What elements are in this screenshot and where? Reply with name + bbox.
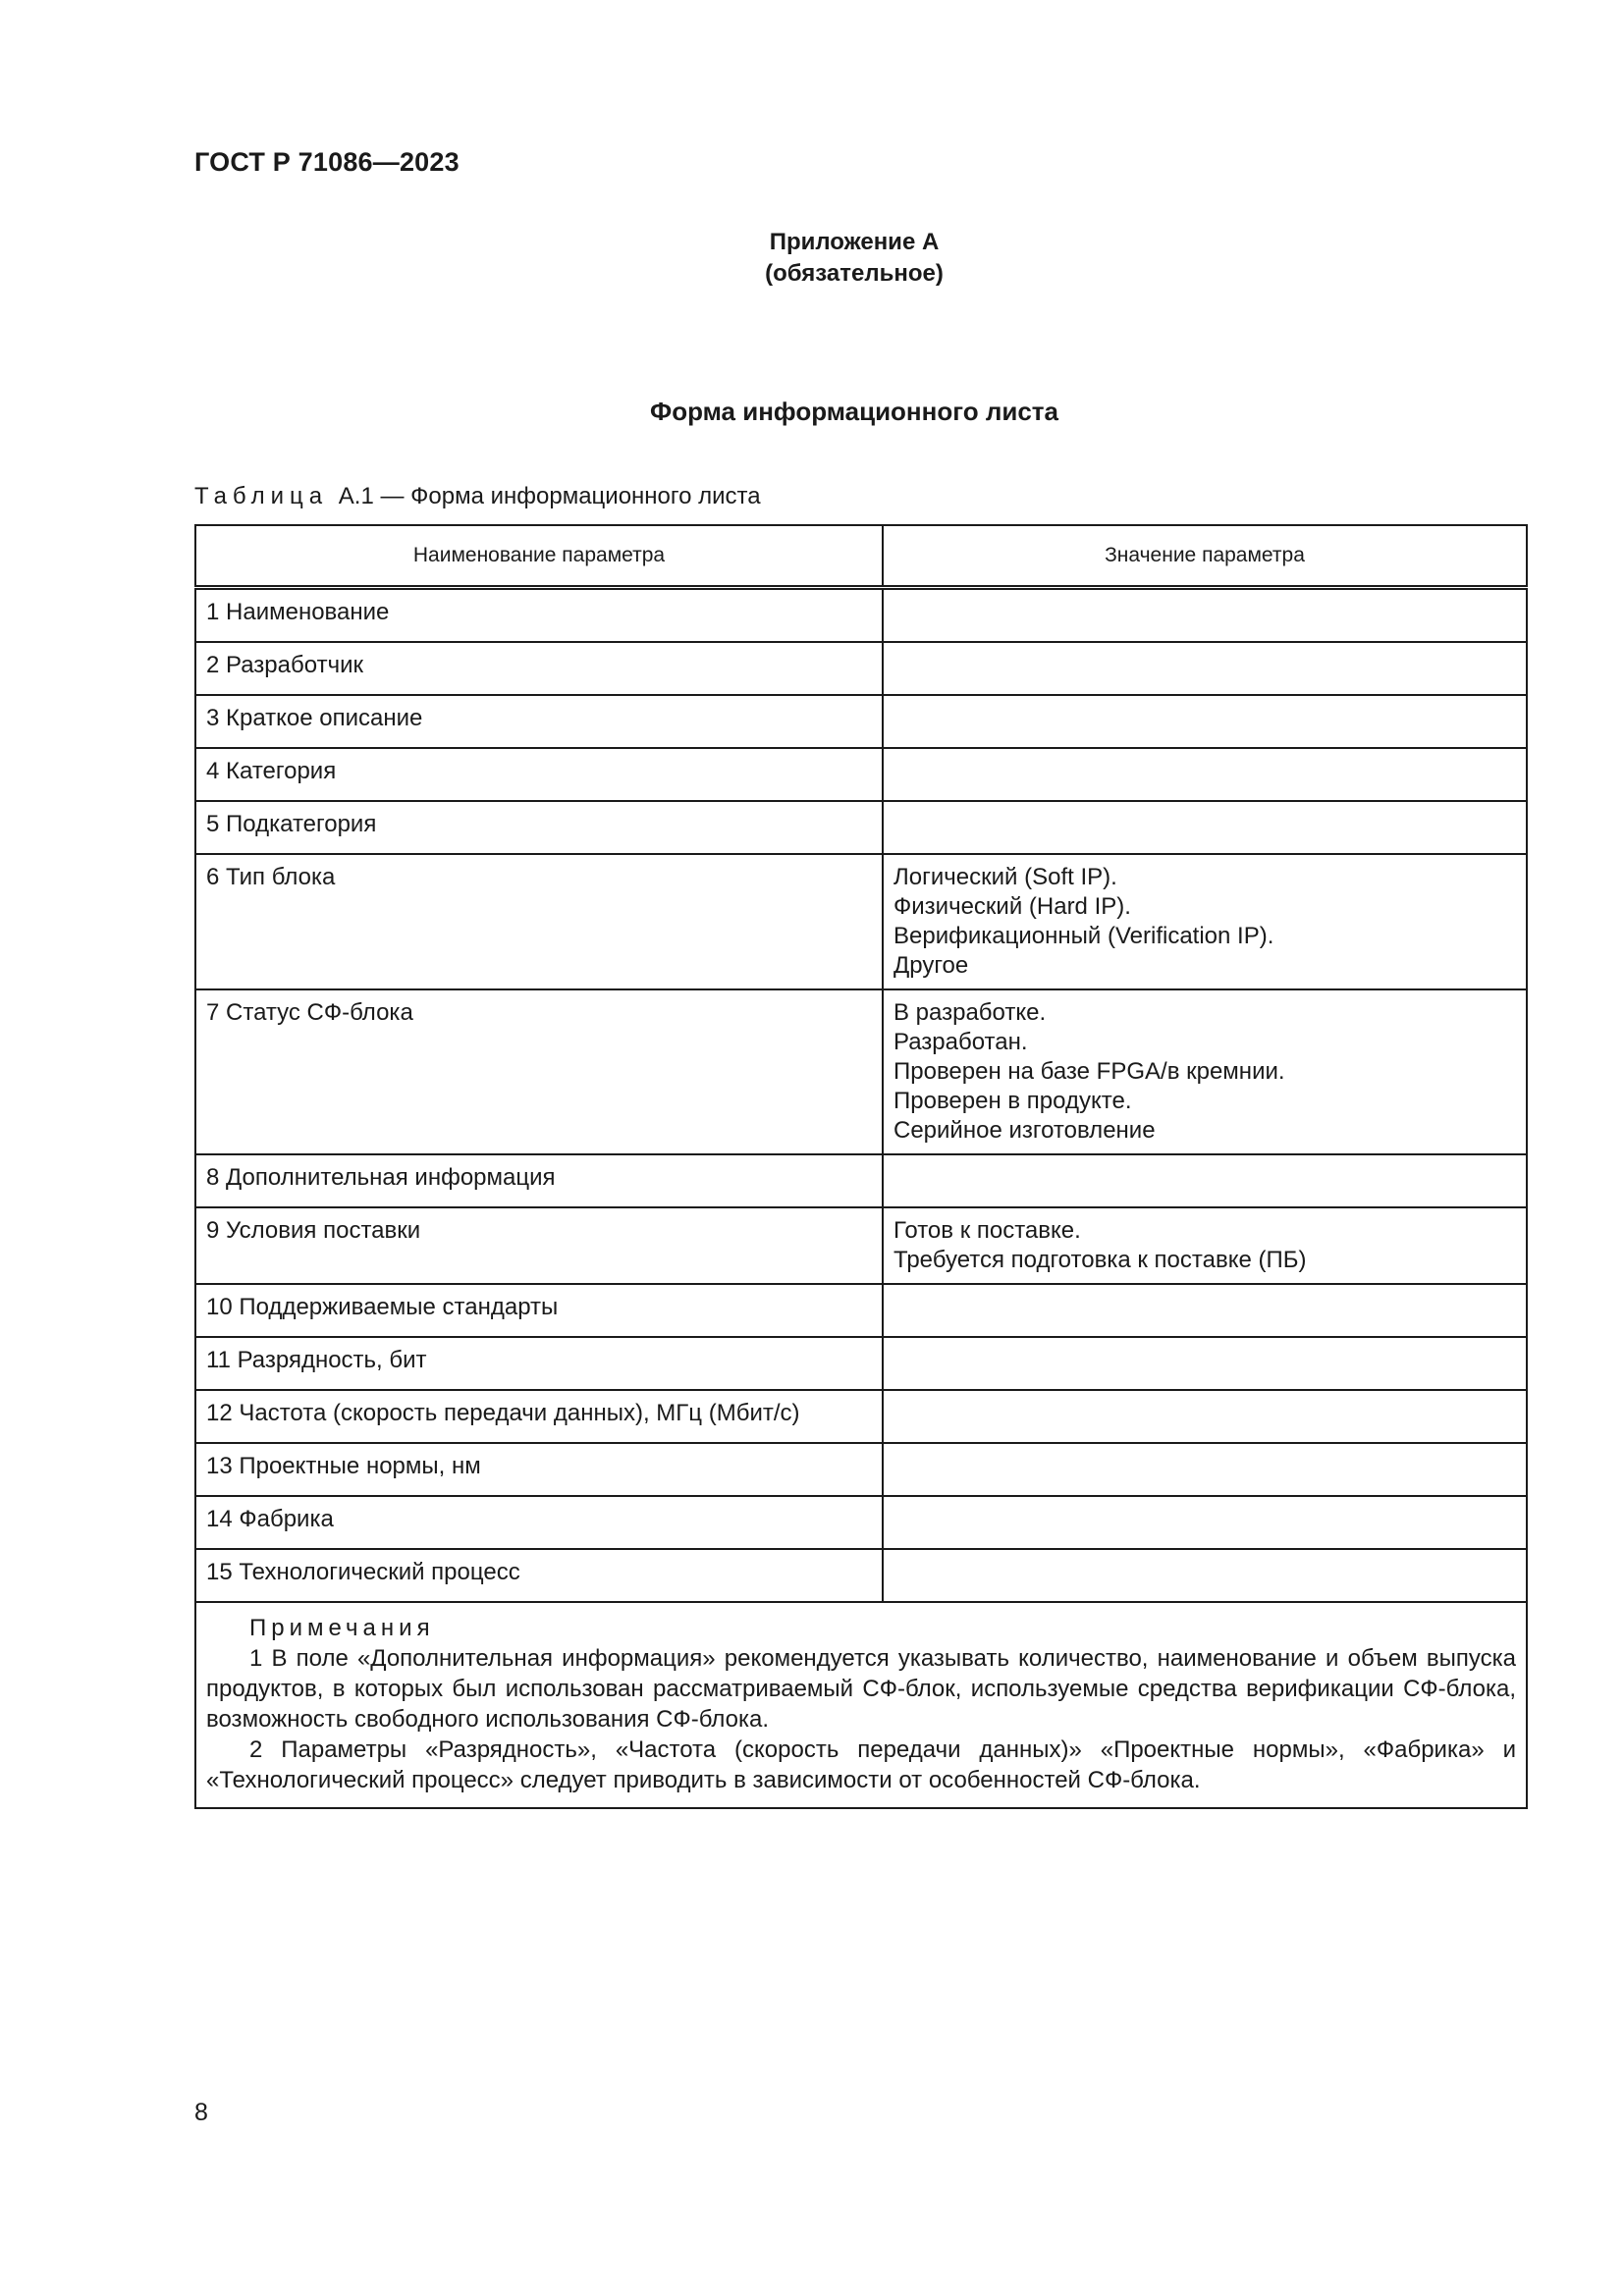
parameter-name: 10 Поддерживаемые стандарты bbox=[206, 1294, 559, 1320]
appendix-title: Приложение А bbox=[769, 229, 940, 255]
table-row bbox=[195, 801, 1527, 854]
parameter-cell bbox=[195, 801, 883, 854]
parameter-value-option: Верификационный (Verification IP). bbox=[893, 923, 1274, 949]
table-row bbox=[195, 854, 1527, 989]
table-body bbox=[195, 588, 1527, 1603]
notes-cell bbox=[195, 1602, 1527, 1808]
parameter-name: 6 Тип блока bbox=[206, 864, 336, 890]
table-row bbox=[195, 1337, 1527, 1390]
standard-code-header: ГОСТ Р 71086—2023 bbox=[194, 147, 460, 177]
table-row bbox=[195, 588, 1527, 643]
table-row bbox=[195, 1207, 1527, 1284]
info-sheet-table bbox=[194, 524, 1528, 1809]
parameter-value-option: Логический (Soft IP). bbox=[893, 864, 1117, 890]
parameter-value-option: Требуется подготовка к поставке (ПБ) bbox=[893, 1247, 1307, 1273]
parameter-cell bbox=[195, 1443, 883, 1496]
note-item: 1 В поле «Дополнительная информация» рекомендуется указывать количество, наименование и объем выпуска продуктов, в которых был использован рассматриваемый СФ-блок, используемые средства верификации СФ-блока, возможность свободного использования СФ-блока. bbox=[206, 1645, 1516, 1733]
table-row bbox=[195, 695, 1527, 748]
parameter-cell bbox=[195, 642, 883, 695]
value-cell bbox=[883, 1443, 1527, 1496]
value-cell bbox=[883, 854, 1527, 989]
parameter-name: 14 Фабрика bbox=[206, 1506, 334, 1532]
parameter-name: 12 Частота (скорость передачи данных), МГц (Мбит/с) bbox=[206, 1400, 800, 1426]
parameter-value-option: Проверен в продукте. bbox=[893, 1088, 1132, 1114]
value-cell bbox=[883, 1496, 1527, 1549]
table-row bbox=[195, 1496, 1527, 1549]
table-row bbox=[195, 1549, 1527, 1602]
table-row bbox=[195, 1284, 1527, 1337]
parameter-cell bbox=[195, 1284, 883, 1337]
parameter-cell bbox=[195, 1549, 883, 1602]
parameter-cell bbox=[195, 748, 883, 801]
value-cell bbox=[883, 1390, 1527, 1443]
parameter-name: 9 Условия поставки bbox=[206, 1217, 421, 1244]
value-cell bbox=[883, 1337, 1527, 1390]
parameter-name: 15 Технологический процесс bbox=[206, 1559, 520, 1585]
value-cell bbox=[883, 1549, 1527, 1602]
parameter-cell bbox=[195, 1154, 883, 1207]
value-cell bbox=[883, 1154, 1527, 1207]
parameter-name: 3 Краткое описание bbox=[206, 705, 423, 731]
parameter-name: 8 Дополнительная информация bbox=[206, 1164, 556, 1191]
table-row bbox=[195, 642, 1527, 695]
parameter-value-option: Готов к поставке. bbox=[893, 1217, 1081, 1244]
value-cell bbox=[883, 1284, 1527, 1337]
parameter-name: 1 Наименование bbox=[206, 599, 390, 625]
parameter-value-option: Физический (Hard IP). bbox=[893, 893, 1131, 920]
appendix-subtitle: (обязательное) bbox=[765, 260, 944, 287]
table-caption bbox=[194, 483, 761, 510]
value-cell bbox=[883, 695, 1527, 748]
parameter-cell bbox=[195, 989, 883, 1154]
parameter-value-option: Другое bbox=[893, 952, 969, 979]
table-header-row bbox=[195, 525, 1527, 588]
value-cell bbox=[883, 642, 1527, 695]
value-cell bbox=[883, 748, 1527, 801]
parameter-name: 11 Разрядность, бит bbox=[206, 1347, 427, 1373]
parameter-cell bbox=[195, 854, 883, 989]
table-row bbox=[195, 989, 1527, 1154]
parameter-cell bbox=[195, 1390, 883, 1443]
value-cell bbox=[883, 989, 1527, 1154]
parameter-value-option: Проверен на базе FPGA/в кремнии. bbox=[893, 1058, 1285, 1085]
table-row bbox=[195, 748, 1527, 801]
column-header-value: Значение параметра bbox=[883, 525, 1527, 588]
parameter-cell bbox=[195, 695, 883, 748]
value-cell bbox=[883, 1207, 1527, 1284]
page-number: 8 bbox=[194, 2099, 208, 2126]
note-item: 2 Параметры «Разрядность», «Частота (скорость передачи данных)» «Проектные нормы», «Фабрика» и «Технологический процесс» следует приводить в зависимости от особенностей СФ-блока. bbox=[206, 1736, 1516, 1793]
value-cell bbox=[883, 588, 1527, 643]
parameter-name: 5 Подкатегория bbox=[206, 811, 377, 837]
parameter-name: 4 Категория bbox=[206, 758, 337, 784]
parameter-cell bbox=[195, 1337, 883, 1390]
column-header-parameter: Наименование параметра bbox=[195, 525, 883, 588]
table-row bbox=[195, 1390, 1527, 1443]
table-row bbox=[195, 1154, 1527, 1207]
value-cell bbox=[883, 801, 1527, 854]
parameter-value-option: Серийное изготовление bbox=[893, 1117, 1156, 1144]
form-title: Форма информационного листа bbox=[650, 397, 1058, 426]
notes-title: Примечания bbox=[249, 1615, 435, 1641]
table-caption-text: А.1 — Форма информационного листа bbox=[338, 483, 761, 509]
notes-row bbox=[195, 1602, 1527, 1808]
parameter-value-option: Разработан. bbox=[893, 1029, 1028, 1055]
parameter-name: 13 Проектные нормы, нм bbox=[206, 1453, 481, 1479]
parameter-cell bbox=[195, 588, 883, 643]
parameter-name: 2 Разработчик bbox=[206, 652, 363, 678]
table-row bbox=[195, 1443, 1527, 1496]
parameter-name: 7 Статус СФ-блока bbox=[206, 999, 413, 1026]
table-caption-label: Таблица bbox=[194, 483, 329, 509]
parameter-cell bbox=[195, 1207, 883, 1284]
parameter-value-option: В разработке. bbox=[893, 999, 1047, 1026]
parameter-cell bbox=[195, 1496, 883, 1549]
